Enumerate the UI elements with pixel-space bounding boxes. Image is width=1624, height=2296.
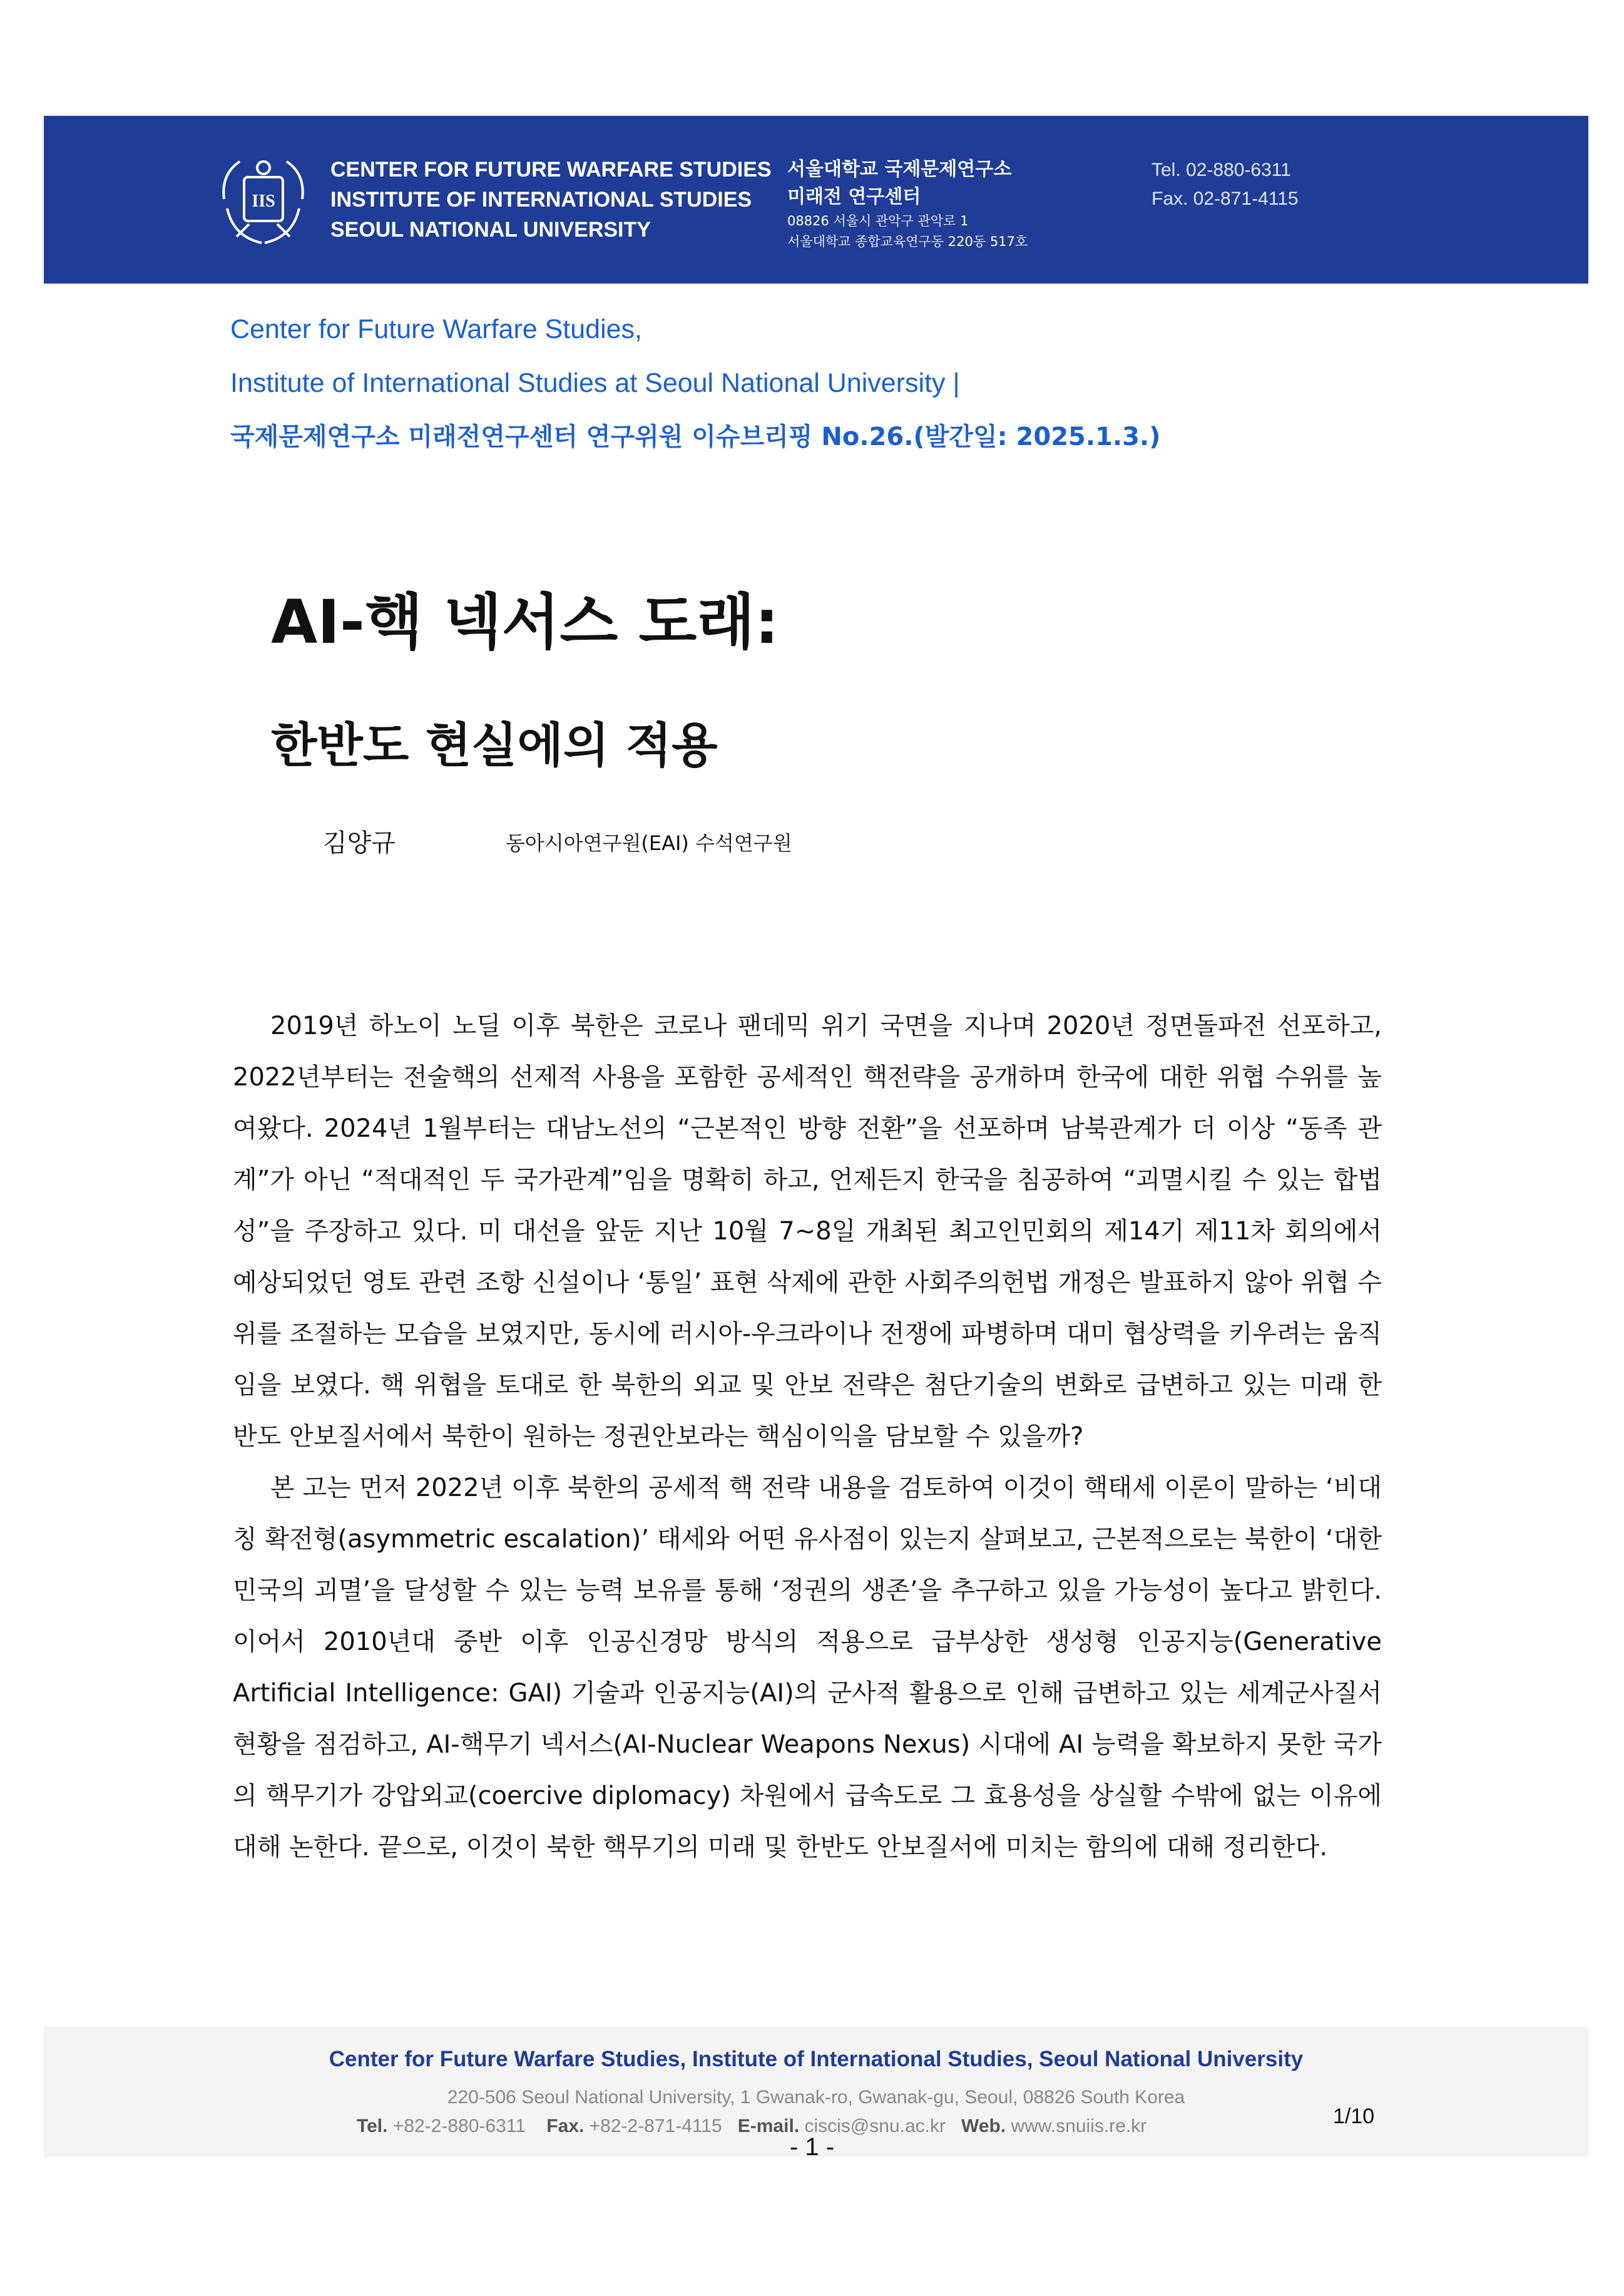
footer-fax: +82-2-871-4115 [589,2116,722,2136]
series-info [230,302,1160,464]
author-affiliation: 동아시아연구원(EAI) 수석연구원 [506,831,792,855]
footer-web-label: Web. [961,2116,1006,2136]
footer-title: Center for Future Warfare Studies, Institute of International Studies, Seoul National University [329,2047,1304,2071]
page-number: - 1 - [789,2133,835,2161]
body-paragraph-2: 본 고는 먼저 2022년 이후 북한의 공세적 핵 전략 내용을 검토하여 이것이 핵태세 이론이 말하는 ‘비대칭 확전형(asymmetric escalation)’ 태세와 어떤 유사점이 있는지 살펴보고, 근본적으로는 북한이 ‘대한민국의 괴멸’을 달성할 수 있는 능력 보유를 통해 ‘정권의 생존’을 추구하고 있을 가능성이 높다고 밝힌다. 이어서 2010년대 중반 이후 인공신경망 방식의 적용으로 급부상한 생성형 인공지능(Generative Artificial Intelligence: GAI) 기술과 인공지능(AI)의 군사적 활용으로 인해 급변하고 있는 세계군사질서 현황을 점검하고, AI-핵무기 넥서스(AI-Nuclear Weapons Nexus) 시대에 AI 능력을 확보하지 못한 국가의 핵무기가 강압외교(coercive diplomacy) 차원에서 급속도로 그 효용성을 상실할 수밖에 없는 이유에 대해 논한다. 끝으로, 이것이 북한 핵무기의 미래 및 한반도 안보질서에 미치는 함의에 대해 정리한다. [233,1473,1382,1862]
header-korean-org [787,156,1028,252]
header-band [44,116,1588,284]
header-english-org [330,155,772,245]
article-title: AI-핵 넥서스 도래: [271,587,779,657]
footer-tel-label: Tel. [357,2116,388,2136]
header-en-line-1: CENTER FOR FUTURE WARFARE STUDIES [330,158,772,182]
page-fraction: 1/10 [1333,2104,1375,2128]
footer-email-label: E-mail. [737,2116,800,2136]
header-fax: Fax. 02-871-4115 [1152,188,1299,209]
author-name: 김양규 [323,829,396,858]
header-contact [1152,156,1299,213]
footer-address: 220-506 Seoul National University, 1 Gwanak-ro, Gwanak-gu, Seoul, 08826 South Korea [447,2087,1185,2108]
header-en-line-2: INSTITUTE OF INTERNATIONAL STUDIES [330,188,752,212]
header-en-line-3: SEOUL NATIONAL UNIVERSITY [330,218,651,242]
header-ko-org-2: 미래전 연구센터 [787,186,921,208]
series-line-3: 국제문제연구소 미래전연구센터 연구위원 이슈브리핑 No.26.(발간일: 2025.1.3.) [230,423,1161,451]
body-paragraph-1: 2019년 하노이 노딜 이후 북한은 코로나 팬데믹 위기 국면을 지나며 2020년 정면돌파전 선포하고, 2022년부터는 전술핵의 선제적 사용을 포함한 공세적인 핵전략을 공개하며 한국에 대한 위협 수위를 높여왔다. 2024년 1월부터는 대남노선의 “근본적인 방향 전환”을 선포하며 남북관계가 더 이상 “동족 관계”가 아닌 “적대적인 두 국가관계”임을 명확히 하고, 언제든지 한국을 침공하여 “괴멸시킬 수 있는 합법성”을 주장하고 있다. 미 대선을 앞둔 지난 10월 7~8일 개최된 최고인민회의 제14기 제11차 회의에서 예상되었던 영토 관련 조항 신설이나 ‘통일’ 표현 삭제에 관한 사회주의헌법 개정은 발표하지 않아 위협 수위를 조절하는 모습을 보였지만, 동시에 러시아-우크라이나 전쟁에 파병하며 대미 협상력을 키우려는 움직임을 보였다. 핵 위협을 토대로 한 북한의 외교 및 안보 전략은 첨단기술의 변화로 급변하고 있는 미래 한반도 안보질서에서 북한이 원하는 정권안보라는 핵심이익을 담보할 수 있을까? [233,1012,1382,1451]
series-line-1: Center for Future Warfare Studies, [230,314,642,344]
header-ko-org-1: 서울대학교 국제문제연구소 [787,158,1012,180]
svg-text:IIS: IIS [252,192,275,211]
footer-email-link[interactable]: ciscis@snu.ac.kr [804,2116,946,2136]
series-line-2: Institute of International Studies at Seoul National University | [230,368,960,398]
article-body [233,1000,1382,1873]
snu-emblem-logo [212,149,315,252]
footer-fax-label: Fax. [546,2116,585,2136]
footer-tel: +82-2-880-6311 [392,2116,526,2136]
header-tel: Tel. 02-880-6311 [1152,160,1291,180]
footer-web-link[interactable]: www.snuiis.re.kr [1011,2116,1147,2136]
header-ko-address-1: 08826 서울시 관악구 관악로 1 [787,213,969,228]
header-ko-address-2: 서울대학교 종합교육연구동 220동 517호 [787,234,1028,249]
article-subtitle: 한반도 현실에의 적용 [271,717,718,773]
